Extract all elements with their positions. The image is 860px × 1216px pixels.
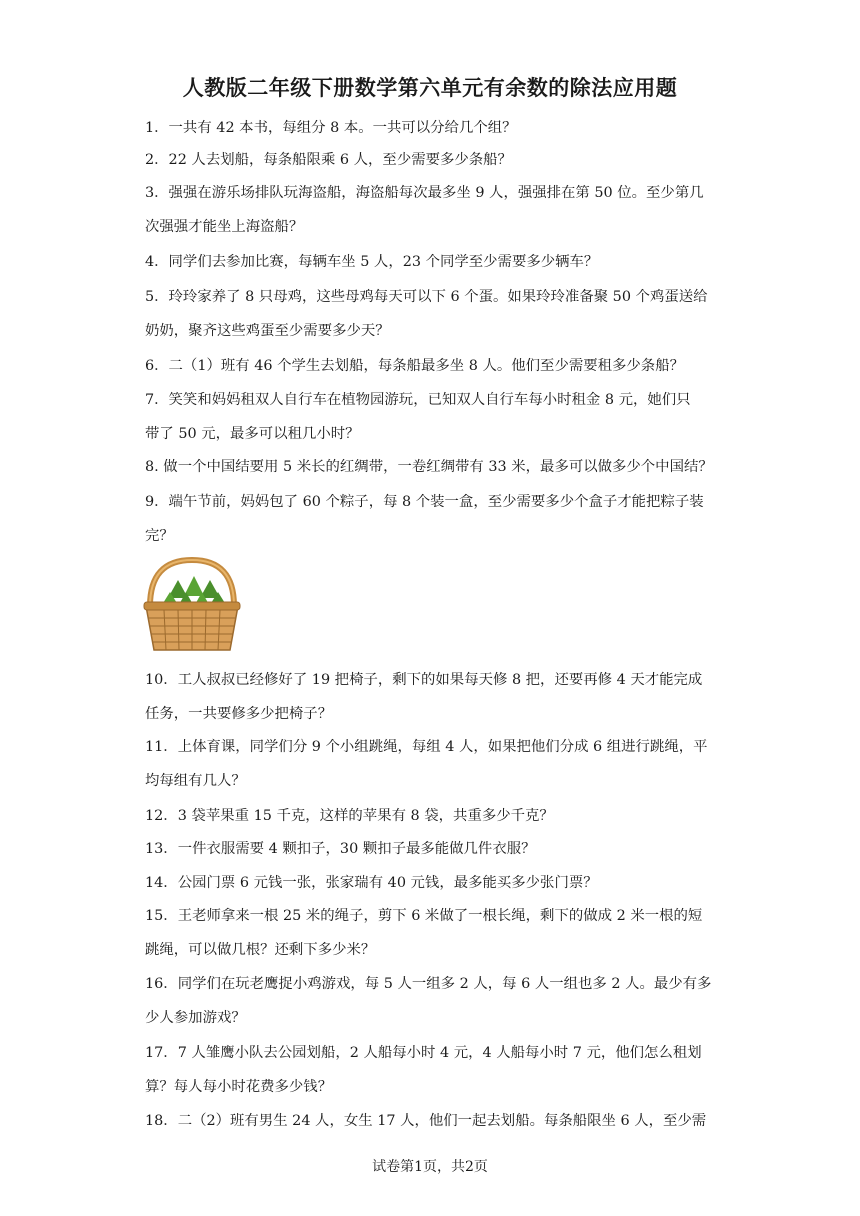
question-1 bbox=[145, 111, 725, 145]
question-line: 次强强才能坐上海盗船？ bbox=[145, 219, 304, 235]
zongzi-basket-icon bbox=[140, 556, 244, 656]
question-13 bbox=[145, 832, 725, 866]
question-line: 跳绳，可以做几根？还剩下多少米？ bbox=[145, 942, 376, 958]
question-line: 均每组有几人？ bbox=[145, 773, 246, 789]
question-line: 12．3 袋苹果重 15 千克，这样的苹果有 8 袋，共重多少千克？ bbox=[145, 808, 554, 824]
question-line: 16．同学们在玩老鹰捉小鸡游戏，每 5 人一组多 2 人，每 6 人一组也多 2 人。最少有多 bbox=[145, 976, 712, 992]
question-line: 算？每人每小时花费多少钱？ bbox=[145, 1079, 333, 1095]
question-line: 带了 50 元，最多可以租几小时？ bbox=[145, 426, 360, 442]
question-line: 1．一共有 42 本书，每组分 8 本。一共可以分给几个组？ bbox=[145, 120, 517, 136]
question-16 bbox=[145, 967, 725, 1035]
question-line: 14．公园门票 6 元钱一张，张家瑞有 40 元钱，最多能买多少张门票？ bbox=[145, 875, 598, 891]
question-9 bbox=[145, 485, 725, 553]
question-8 bbox=[145, 450, 725, 484]
question-15 bbox=[145, 899, 725, 967]
question-10 bbox=[145, 663, 725, 731]
question-7 bbox=[145, 383, 725, 451]
question-2 bbox=[145, 143, 725, 177]
question-line: 少人参加游戏？ bbox=[145, 1010, 246, 1026]
question-line: 11．上体育课，同学们分 9 个小组跳绳，每组 4 人，如果把他们分成 6 组进行跳绳，平 bbox=[145, 739, 708, 755]
question-5 bbox=[145, 280, 725, 348]
question-line: 奶奶，聚齐这些鸡蛋至少需要多少天？ bbox=[145, 323, 390, 339]
question-14 bbox=[145, 866, 725, 900]
question-line: 完？ bbox=[145, 528, 174, 544]
question-line: 2．22 人去划船，每条船限乘 6 人，至少需要多少条船？ bbox=[145, 152, 512, 168]
question-line: 任务，一共要修多少把椅子？ bbox=[145, 706, 333, 722]
page-title: 人教版二年级下册数学第六单元有余数的除法应用题 bbox=[182, 76, 678, 100]
question-line: 7．笑笑和妈妈租双人自行车在植物园游玩，已知双人自行车每小时租金 8 元，她们只 bbox=[145, 392, 691, 408]
question-line: 9．端午节前，妈妈包了 60 个粽子，每 8 个装一盒，至少需要多少个盒子才能把粽子装 bbox=[145, 494, 704, 510]
page-footer: 试卷第1页，共2页 bbox=[372, 1159, 488, 1175]
question-line: 8. 做一个中国结要用 5 米长的红绸带，一卷红绸带有 33 米，最多可以做多少个中国结？ bbox=[145, 459, 713, 475]
question-line: 10．工人叔叔已经修好了 19 把椅子，剩下的如果每天修 8 把，还要再修 4 天才能完成 bbox=[145, 672, 703, 688]
question-11 bbox=[145, 730, 725, 798]
question-line: 15．王老师拿来一根 25 米的绳子，剪下 6 米做了一根长绳，剩下的做成 2 米一根的短 bbox=[145, 908, 703, 924]
question-6 bbox=[145, 349, 725, 383]
question-line: 17．7 人雏鹰小队去公园划船，2 人船每小时 4 元，4 人船每小时 7 元，他们怎么租划 bbox=[145, 1045, 702, 1061]
question-line: 3．强强在游乐场排队玩海盗船，海盗船每次最多坐 9 人，强强排在第 50 位。至少第几 bbox=[145, 185, 704, 201]
question-line: 6．二（1）班有 46 个学生去划船，每条船最多坐 8 人。他们至少需要租多少条船？ bbox=[145, 358, 684, 374]
question-3 bbox=[145, 176, 725, 244]
question-18 bbox=[145, 1104, 725, 1138]
question-line: 18．二（2）班有男生 24 人，女生 17 人，他们一起去划船。每条船限坐 6 人，至少需 bbox=[145, 1113, 707, 1129]
question-line: 13．一件衣服需要 4 颗扣子，30 颗扣子最多能做几件衣服？ bbox=[145, 841, 536, 857]
question-4 bbox=[145, 245, 725, 279]
question-17 bbox=[145, 1036, 725, 1104]
question-line: 5．玲玲家养了 8 只母鸡，这些母鸡每天可以下 6 个蛋。如果玲玲准备聚 50 个鸡蛋送给 bbox=[145, 289, 708, 305]
question-line: 4．同学们去参加比赛，每辆车坐 5 人，23 个同学至少需要多少辆车？ bbox=[145, 254, 599, 270]
question-12 bbox=[145, 799, 725, 833]
